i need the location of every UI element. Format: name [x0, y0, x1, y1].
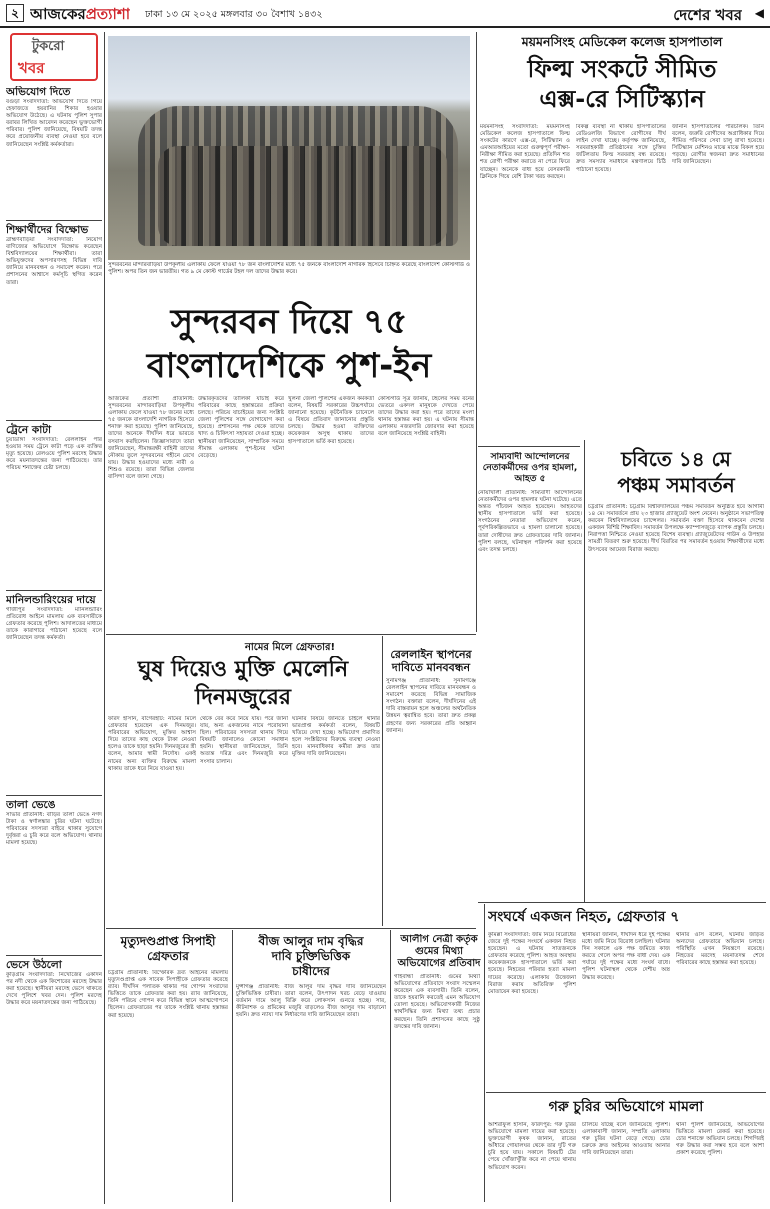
- divider: [6, 420, 102, 421]
- samyabadi-headline-line3: আহত ৫: [514, 474, 546, 484]
- ghush-body-col1: ফরিদ হাসান, বাগেরহাট: নামের মিলে গ্রেফতার হয়েছেন এক দিনমজুর। পরিবারের অভিযোগ, মুক্তির আশ্বাস দিয়ে তাদের কাছ থেকে টাকা নেওয়া হলেও তাকে ছাড়া হয়নি। দিনমজুরের স্ত্রী বলেন, আমার স্বামী নির্দোষ। একই নামের অন্য ব্যক্তির বিরুদ্ধে মামলা থাকায় তাকে ধরে নিয়ে যাওয়া হয়।: [108, 716, 196, 772]
- mmc-headline-line1: ফিল্ম সংকটে সীমিত: [527, 55, 717, 83]
- samabartan-headline-line2: পঞ্চম সমাবর্তন: [617, 473, 735, 497]
- ghush-headline-line1: ঘুষ দিয়েও মুক্তি মেলেনি: [137, 657, 349, 682]
- sidebar-logo-bottom: খবর: [18, 59, 45, 77]
- goru-body-col1: আশরাফুল হাসান, ফরিদপুর: গরু চুরির অভিযোগে মামলা দায়ের করা হয়েছে। ভুক্তভোগী কৃষক জানান, রাতের আঁধারে গোয়ালঘর থেকে তার দুটি গরু চুরি হয়ে যায়। সকালে বিষয়টি টের পেয়ে খোঁজাখুঁজি করে না পেয়ে থানায় অভিযোগ করেন।: [488, 1122, 576, 1171]
- brief-body: গাজীপুর সংবাদদাতা: মানিলন্ডারিং প্রতিরোধ আইনে মামলায় এক ব্যবসায়ীকে গ্রেফতার করেছে পুলিশ। আদালতের মাধ্যমে তাকে কারাগারে পাঠানো হয়েছে বলে জানিয়েছেন তদন্ত কর্মকর্তা।: [6, 607, 102, 642]
- brand-right: প্রত্যাশা: [85, 5, 131, 23]
- railway-body: সুনামগঞ্জ প্রতিনিধি: সুনামগঞ্জে রেললাইন স্থাপনের দাবিতে মানববন্ধন ও সমাবেশ করেছে বিভিন্ন সামাজিক সংগঠন। বক্তারা বলেন, দীর্ঘদিনের এই দাবি বাস্তবায়ন হলে অঞ্চলের অর্থনৈতিক উন্নয়ন ত্বরান্বিত হবে। তারা দ্রুত প্রকল্প গ্রহণের জন্য সরকারের প্রতি আহ্বান জানান।: [386, 678, 476, 734]
- lead-headline-line1: সুন্দরবন দিয়ে ৭৫: [170, 302, 408, 342]
- awami-headline-line2: গুমের মিথ্যা: [414, 946, 464, 957]
- samyabadi-body: নোয়াখালী প্রতিনিধি: সাম্যবাদী আন্দোলনের নেতাকর্মীদের ওপর হামলার ঘটনা ঘটেছে। এতে অন্তত পাঁচজন আহত হয়েছেন। আহতদের স্থানীয় হাসপাতালে ভর্তি করা হয়েছে। সংগঠনের নেতারা অভিযোগ করেন, পূর্বপরিকল্পিতভাবে এ হামলা চালানো হয়েছে। তারা দোষীদের দ্রুত গ্রেফতারের দাবি জানান। পুলিশ বলছে, ঘটনাস্থল পরিদর্শন করা হয়েছে এবং তদন্ত চলছে।: [478, 490, 582, 553]
- divider: [106, 928, 476, 929]
- awami-headline: [394, 934, 484, 970]
- alu-headline-line2: দাবি চুক্তিভিত্তিক: [271, 949, 351, 963]
- divider: [486, 1092, 766, 1093]
- sangharsha-body-col1: কুমিল্লা সংবাদদাতা: জমি নিয়ে বিরোধের জেরে দুই পক্ষের সংঘর্ষে একজন নিহত হয়েছেন। এ ঘটনায় সাতজনকে গ্রেফতার করেছে পুলিশ। আহত অবস্থায় কয়েকজনকে হাসপাতালে ভর্তি করা হয়েছে। নিহতের পরিবার হত্যা মামলা দায়ের করেছে। এলাকায় উত্তেজনা বিরাজ করায় অতিরিক্ত পুলিশ মোতায়েন করা হয়েছে।: [488, 932, 576, 995]
- sidebar-logo-top: টুকরো: [32, 39, 65, 54]
- dateline: ঢাকা ১৩ মে ২০২৫ মঙ্গলবার ৩০ বৈশাখ ১৪৩২: [145, 9, 323, 20]
- brief-body: বগুড়া সংবাদদাতা: অভিযোগ দিতে গিয়ে হেফাজতে হয়রানির শিকার হওয়ার অভিযোগ উঠেছে। এ ঘটনায় পুলিশ সুপার বরাবর লিখিত আবেদন করেছেন ভুক্তভোগী পরিবার। পুলিশ জানিয়েছে, বিষয়টি তদন্ত করে প্রয়োজনীয় ব্যবস্থা নেওয়া হবে বলে জানিয়েছেন সংশ্লিষ্ট কর্মকর্তারা।: [6, 99, 102, 148]
- awami-headline-line1: আলীগ নেত্রী কর্তৃক: [400, 934, 478, 945]
- lead-headline-line2: বাংলাদেশিকে পুশ-ইন: [146, 346, 432, 386]
- brief-title: শিক্ষার্থীদের বিক্ষোভ: [6, 224, 89, 236]
- alu-headline-line3: চাষীদের: [292, 964, 330, 978]
- divider: [106, 634, 476, 635]
- column-rule: [104, 32, 105, 1204]
- brief-title: মানিলন্ডারিংয়ের দায়ে: [6, 594, 96, 606]
- mmc-body-col1: ময়মনসিংহ সংবাদদাতা: ময়মনসিংহ মেডিকেল কলেজ হাসপাতালে ফিল্ম সংকটের কারণে এক্স-রে, সিটিস্ক্যান ও এমআরআইয়ের মতো গুরুত্বপূর্ণ পরীক্ষা-নিরীক্ষা সীমিত করা হয়েছে। প্রতিদিন শত শত রোগী পরীক্ষা করাতে না পেরে ফিরে যাচ্ছেন। অনেকে বাধ্য হয়ে বেসরকারি ক্লিনিকে গিয়ে বেশি টাকা খরচ করছেন।: [480, 124, 570, 180]
- goru-body-col2: চালিয়ে যাচ্ছে বলে জানিয়েছে পুলিশ। এলাকাবাসী জানান, সম্প্রতি এলাকায় গরু চুরির ঘটনা বেড়ে গেছে। চোর চক্রকে দ্রুত আইনের আওতায় আনার দাবি জানিয়েছেন তারা।: [582, 1122, 670, 1157]
- divider: [478, 902, 766, 903]
- sidebar-logo: [10, 33, 98, 81]
- page-header: [0, 0, 770, 28]
- brief-title: ভেসে উঠলো: [6, 959, 62, 971]
- column-rule: [484, 904, 485, 1202]
- section-arrow-icon: ◀: [754, 6, 764, 20]
- divider: [6, 795, 102, 796]
- brief-body: সাভার প্রতিনিধি: বাড়ির তালা ভেঙে নগদ টাকা ও স্বর্ণালঙ্কার চুরির ঘটনা ঘটেছে। পরিবারের সদস্যরা বাইরে থাকার সুযোগে দুর্বৃত্তরা এ চুরি করে বলে অভিযোগ। থানায় মামলা হয়েছে।: [6, 812, 102, 847]
- divider: [6, 220, 102, 221]
- brief-body: কুড়িগ্রাম সংবাদদাতা: নিখোঁজের একদিন পর নদী থেকে এক কিশোরের মরদেহ উদ্ধার করা হয়েছে। স্থানীয়রা মরদেহ ভেসে থাকতে দেখে পুলিশে খবর দেন। পুলিশ মরদেহ উদ্ধার করে ময়নাতদন্তের জন্য পাঠিয়েছে।: [6, 972, 102, 1007]
- divider: [478, 446, 580, 447]
- ghush-headline-line2: দিনমজুরের: [195, 685, 291, 710]
- alu-body: মুন্সীগঞ্জ প্রতিনিধি: বীজ আলুর দাম বৃদ্ধির দাবি জানিয়েছেন চুক্তিভিত্তিক চাষীরা। তারা বলেন, উৎপাদন খরচ বেড়ে যাওয়ায় বর্তমান দামে আলু বিক্রি করে লোকসান গুনতে হচ্ছে। সার, কীটনাশক ও শ্রমিকের মজুরি বাড়লেও বীজ আলুর দাম বাড়ানো হয়নি। দ্রুত ন্যায্য দাম নির্ধারণের দাবি জানিয়েছেন তারা।: [236, 984, 386, 1019]
- column-rule: [584, 440, 585, 902]
- column-rule: [476, 32, 477, 632]
- lead-headline: [108, 300, 470, 388]
- masthead: [30, 3, 130, 28]
- lead-body-col1: আজকের প্রত্যাশা প্রতিনিধি: সুন্দরবনের মান্দারবাড়িয়া উপকূলীয় এলাকায় ফেলে যাওয়া ৭৮ জনের মধ্যে ৭৫ জনকে বাংলাদেশি নাগরিক হিসেবে শনাক্ত করা হয়েছে। পুলিশ জানিয়েছে, তাদের অনেকে দীর্ঘদিন ধরে ভারতে বসবাস করছিলেন। জিজ্ঞাসাবাদে তারা জানিয়েছেন, সীমান্তরক্ষী বাহিনী তাদের নৌকায় তুলে সুন্দরবনের গহীনে রেখে যায়। উদ্ধার হওয়াদের মধ্যে নারী ও শিশুও রয়েছে। তারা বিভিন্ন জেলার বাসিন্দা বলে জানা গেছে।: [108, 396, 194, 481]
- alu-headline: [236, 934, 386, 979]
- sidebar-briefs: [6, 86, 102, 1202]
- sipahi-body: চট্টগ্রাম প্রতিনিধি: বিস্ফোরক দ্রব্য আইনের মামলায় মৃত্যুদণ্ডপ্রাপ্ত এক সাবেক সিপাহীকে গ্রেফতার করেছে র‌্যাব। দীর্ঘদিন পলাতক থাকার পর গোপন সংবাদের ভিত্তিতে তাকে গ্রেফতার করা হয়। র‌্যাব জানিয়েছে, তিনি পরিচয় গোপন করে বিভিন্ন স্থানে আত্মগোপনে ছিলেন। গ্রেফতারের পর তাকে সংশ্লিষ্ট থানায় হস্তান্তর করা হয়েছে।: [108, 970, 228, 1019]
- brief-title: অভিযোগ দিতে: [6, 86, 71, 98]
- samabartan-body: চট্টগ্রাম প্রতিনিধি: চট্টগ্রাম বিশ্ববিদ্যালয়ের পঞ্চম সমাবর্তন অনুষ্ঠিত হবে আগামী ১৪ মে। সমাবর্তনে প্রায় ২৩ হাজার গ্র্যাজুয়েট অংশ নেবেন। অনুষ্ঠানে সভাপতিত্ব করবেন বিশ্ববিদ্যালয়ের চ্যান্সেলর। সমাবর্তন বক্তা হিসেবে থাকবেন দেশের একজন বিশিষ্ট শিক্ষাবিদ। সমাবর্তন উপলক্ষে ক্যাম্পাসজুড়ে ব্যাপক প্রস্তুতি চলছে। নিরাপত্তা নিশ্চিতে নেওয়া হয়েছে বিশেষ ব্যবস্থা। গ্র্যাজুয়েটদের গাউন ও উপহার সামগ্রী বিতরণ শুরু হয়েছে। দীর্ঘ বিরতির পর সমাবর্তন হওয়ায় শিক্ষার্থীদের মধ্যে উৎসবের আমেজ বিরাজ করছে।: [588, 504, 764, 553]
- divider: [6, 955, 102, 956]
- goru-headline: গরু চুরির অভিযোগে মামলা: [548, 1099, 704, 1115]
- railway-headline: [386, 648, 476, 674]
- divider: [6, 590, 102, 591]
- mmc-body-col2: বিকল্প ব্যবস্থা না থাকায় হাসপাতালের রেডিওলজি বিভাগে রোগীদের দীর্ঘ লাইন দেখা যাচ্ছে। কর্তৃপক্ষ জানিয়েছে, সরবরাহকারী প্রতিষ্ঠানের সঙ্গে চুক্তির জটিলতায় ফিল্ম সরবরাহ বন্ধ রয়েছে। দ্রুত সমস্যার সমাধানে মন্ত্রণালয়ে চিঠি পাঠানো হয়েছে।: [576, 124, 666, 173]
- railway-headline-line1: রেললাইন স্থাপনের: [390, 648, 472, 661]
- section-title: দেশের খবর: [673, 6, 742, 24]
- photo-crowd-front: [158, 146, 448, 246]
- samabartan-headline-line1: চবিতে ১৪ মে: [621, 447, 731, 471]
- samyabadi-headline-line1: সাম্যবাদী আন্দোলনের: [490, 452, 570, 462]
- ghush-body-col2: থেকে বের করে নিয়ে যায়। পরে জানা যায়, অন্য একজনের নামে পরোয়ানা ছিল। পরিবারের সদস্যরা থানায় গিয়ে বিষয়টি জানালেও কোনো সমাধান হয়নি। স্থানীয়রা জানিয়েছেন, তিনি অত্যন্ত দরিদ্র এবং দিনমজুরি করে সংসার চালান।: [200, 716, 288, 765]
- ghush-kicker: নামের মিলে গ্রেফতার!: [244, 642, 336, 653]
- ghush-headline: [108, 656, 378, 712]
- brief-body: চুয়াডাঙ্গা সংবাদদাতা: রেললাইন পার হওয়ার সময় ট্রেনে কাটা পড়ে এক ব্যক্তির মৃত্যু হয়েছে। রেলওয়ে পুলিশ মরদেহ উদ্ধার করে ময়নাতদন্তের জন্য পাঠিয়েছে। তার পরিচয় শনাক্তের চেষ্টা চলছে।: [6, 437, 102, 472]
- samyabadi-headline-line2: নেতাকর্মীদের ওপর হামলা,: [482, 463, 578, 473]
- awami-headline-line3: অভিযোগের প্রতিবাদ: [397, 958, 481, 969]
- lead-body-col3: খুলনা জেলা পুলিশের একজন কর্মকর্তা বলেন, বিষয়টি সরকারের উচ্চপর্যায়ে জানানো হয়েছে। কূটনৈতিক চ্যানেলে এ বিষয়ে প্রতিবাদ জানানোর প্রস্তুতি চলছে। উদ্ধার হওয়া ব্যক্তিদের কয়েকজন অসুস্থ থাকায় তাদের হাসপাতালে ভর্তি করা হয়েছে।: [288, 396, 374, 445]
- column-rule: [232, 930, 233, 1202]
- brief-title: ট্রেনে কাটা: [6, 424, 52, 436]
- sangharsha-body-col3: থানার ওসি বলেন, ঘটনায় জড়িত অন্যদের গ্রেফতারে অভিযান চলছে। পরিস্থিতি এখন নিয়ন্ত্রণে রয়েছে। নিহতের মরদেহ ময়নাতদন্ত শেষে পরিবারের কাছে হস্তান্তর করা হয়েছে।: [676, 932, 764, 967]
- samyabadi-headline: [480, 452, 580, 485]
- sipahi-headline: [108, 934, 228, 964]
- goru-body-col3: থানা পুলিশ জানিয়েছে, অভিযোগের ভিত্তিতে মামলা রেকর্ড করা হয়েছে। চোর শনাক্তে অভিযান চলছে। শিগগিরই গরু উদ্ধার করা সম্ভব হবে বলে আশা প্রকাশ করেছে পুলিশ।: [676, 1122, 764, 1157]
- brief-title: তালা ভেঙে: [6, 799, 56, 811]
- railway-headline-line2: দাবিতে মানববন্ধন: [391, 661, 471, 674]
- sangharsha-body-col2: স্থানীয়রা জানান, দীর্ঘদিন ধরে দুই পক্ষের মধ্যে জমি নিয়ে বিরোধ চলছিল। ঘটনার দিন সকালে এক পক্ষ জমিতে কাজ করতে গেলে অপর পক্ষ বাধা দেয়। এক পর্যায়ে দুই পক্ষের মধ্যে সংঘর্ষ বাধে। পুলিশ ঘটনাস্থল থেকে দেশীয় অস্ত্র উদ্ধার করেছে।: [582, 932, 670, 981]
- lead-photo: [108, 36, 470, 260]
- alu-headline-line1: বীজ আলুর দাম বৃদ্ধির: [258, 934, 364, 948]
- mmc-kicker: ময়মনসিংহ মেডিকেল কলেজ হাসপাতাল: [521, 34, 723, 49]
- photo-caption: সুন্দরবনের মান্দারবাড়িয়া উপকূলীয় এলাকায় ফেলে যাওয়া ৭৮ জন বাংলাদেশির মধ্যে ৭৫ জনকে বাংলাদেশি নাগরিক হিসেবে চিহ্নিত করেছে বাংলাদেশ কোস্টগার্ড ও পুলিশ। অপর তিন জন ভারতীয়। গত ৯ মে কোস্ট গার্ডের টহল দল তাদের উদ্ধার করে।: [108, 262, 470, 275]
- mmc-headline-line2: এক্স-রে সিটিস্ক্যান: [539, 85, 705, 113]
- mmc-headline: [480, 54, 764, 114]
- sangharsha-headline: সংঘর্ষে একজন নিহত, গ্রেফতার ৭: [488, 909, 680, 925]
- column-rule: [382, 636, 383, 926]
- samabartan-headline: [588, 446, 764, 498]
- ghush-body-col3: ঘটনার বিষয়ে জানতে চাইলে থানার ভারপ্রাপ্ত কর্মকর্তা বলেন, বিষয়টি খতিয়ে দেখা হচ্ছে। অভিযোগ প্রমাণিত হলে সংশ্লিষ্টদের বিরুদ্ধে ব্যবস্থা নেওয়া হবে। মানবাধিকার কর্মীরা দ্রুত তার মুক্তির দাবি জানিয়েছেন।: [292, 716, 380, 758]
- brand-left: আজকের: [30, 5, 86, 23]
- sipahi-headline-line1: মৃত্যুদণ্ডপ্রাপ্ত সিপাহী: [120, 934, 216, 948]
- page-number: ২: [6, 4, 24, 22]
- sipahi-headline-line2: গ্রেফতার: [147, 949, 189, 963]
- awami-body: গাইবান্ধা প্রতিনিধি: গুমের মিথ্যা অভিযোগের প্রতিবাদে সংবাদ সম্মেলন করেছেন এক ব্যবসায়ী। তিনি বলেন, তাকে হয়রানি করতেই এমন অভিযোগ তোলা হয়েছে। অভিযোগকারী নিজের স্বার্থসিদ্ধির জন্য মিথ্যা তথ্য প্রচার করছেন। তিনি প্রশাসনের কাছে সুষ্ঠু তদন্তের দাবি জানান।: [394, 974, 480, 1030]
- column-rule: [390, 930, 391, 1202]
- lead-body-col4: কোস্টগার্ড সূত্র জানায়, টহলের সময় বনের ভেতরে একদল মানুষকে দেখতে পেয়ে তাদের উদ্ধার করা হয়। পরে তাদের মংলা থানায় হস্তান্তর করা হয়। এ ঘটনায় সীমান্ত এলাকায় নজরদারি জোরদার করা হয়েছে বলে জানিয়েছে সংশ্লিষ্ট বাহিনী।: [378, 396, 474, 438]
- lead-body-col2: উদ্ধারকৃতদের তালিকা যাচাই করে পরিবারের কাছে হস্তান্তরের প্রক্রিয়া চলছে। পরিচয় যাচাইয়ের জন্য সংশ্লিষ্ট জেলা পুলিশের সঙ্গে যোগাযোগ করা হয়েছে। প্রশাসনের পক্ষ থেকে তাদের খাদ্য ও চিকিৎসা সহায়তা দেওয়া হচ্ছে। স্থানীয়রা জানিয়েছেন, সাম্প্রতিক সময়ে সীমান্ত এলাকায় পুশ-ইনের ঘটনা বেড়েছে।: [198, 396, 284, 459]
- brief-body: ব্রাহ্মণবাড়িয়া সংবাদদাতা: নিয়োগ বাণিজ্যের অভিযোগে বিক্ষোভ করেছেন বিশ্ববিদ্যালয়ের শিক্ষার্থীরা। তারা অভিযুক্তদের অপসারণসহ বিভিন্ন দাবি জানিয়ে মানববন্ধন ও সমাবেশ করেন। পরে প্রশাসনের আশ্বাসে কর্মসূচি স্থগিত করেন তারা।: [6, 237, 102, 286]
- mmc-body-col3: জানান হাসপাতালের পরিচালক। তিনি বলেন, জরুরি রোগীদের অগ্রাধিকার দিয়ে সীমিত পরিসরে সেবা চালু রাখা হয়েছে। সিটিস্ক্যান মেশিনও মাঝে মাঝে বিকল হয়ে পড়ছে। রোগীর স্বজনরা দ্রুত সমাধানের দাবি জানিয়েছেন।: [672, 124, 764, 166]
